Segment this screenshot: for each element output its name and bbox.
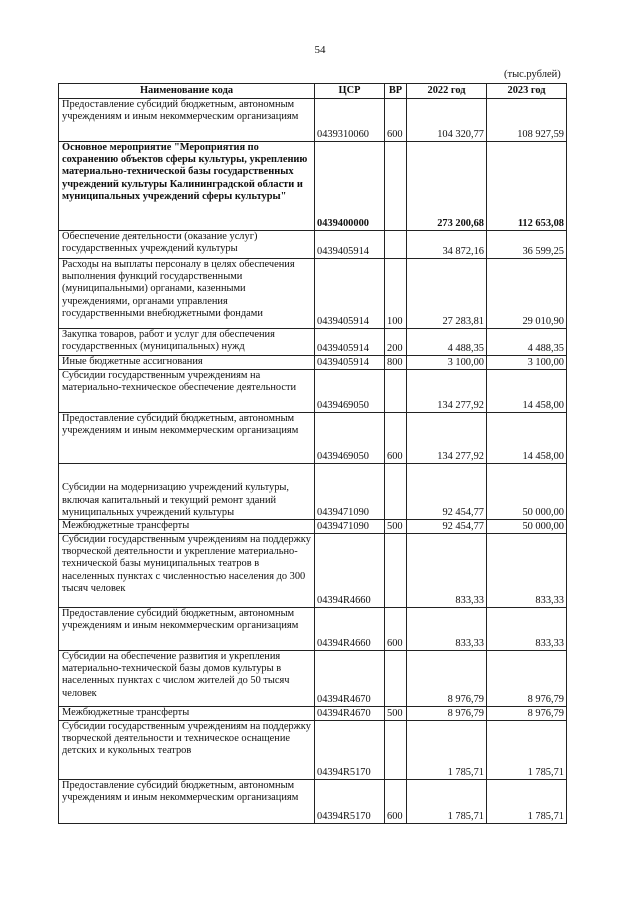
row-2022: 8 976,79 — [407, 651, 487, 707]
header-2023: 2023 год — [487, 84, 567, 99]
row-name: Субсидии государственным учреждениям на поддержку творческой деятельности и укрепление материально-технической базы муниципальных театров в населенных пунктах с численностью населения до 300 тысяч человек — [59, 534, 315, 608]
row-csr: 0439469050 — [315, 413, 385, 464]
row-2023: 4 488,35 — [487, 329, 567, 356]
row-name: Межбюджетные трансферты — [59, 520, 315, 534]
row-2022: 4 488,35 — [407, 329, 487, 356]
row-name: Иные бюджетные ассигнования — [59, 356, 315, 370]
table-row — [59, 780, 567, 824]
table-row — [59, 721, 567, 780]
row-2022: 833,33 — [407, 534, 487, 608]
row-2023: 8 976,79 — [487, 651, 567, 707]
row-csr: 04394R4660 — [315, 534, 385, 608]
row-csr: 0439405914 — [315, 231, 385, 259]
row-name: Предоставление субсидий бюджетным, автономным учреждениям и иным некоммерческим организациям — [59, 99, 315, 142]
row-csr: 0439310060 — [315, 99, 385, 142]
table-row — [59, 356, 567, 370]
row-name: Предоставление субсидий бюджетным, автономным учреждениям и иным некоммерческим организациям — [59, 780, 315, 824]
row-2023: 14 458,00 — [487, 370, 567, 413]
budget-table — [58, 83, 567, 824]
row-2022: 134 277,92 — [407, 413, 487, 464]
row-csr: 0439469050 — [315, 370, 385, 413]
row-2023: 108 927,59 — [487, 99, 567, 142]
row-2022: 3 100,00 — [407, 356, 487, 370]
row-name: Субсидии на обеспечение развития и укрепления материально-технической базы домов культуры в населенных пунктах с числом жителей до 50 тысяч человек — [59, 651, 315, 707]
row-csr: 0439405914 — [315, 259, 385, 329]
row-name: Субсидии на модернизацию учреждений культуры, включая капитальный и текущий ремонт зданий муниципальных учреждений культуры — [59, 464, 315, 520]
row-name: Субсидии государственным учреждениям на поддержку творческой деятельности и техническое оснащение детских и кукольных театров — [59, 721, 315, 780]
row-csr: 0439400000 — [315, 142, 385, 231]
row-2022: 92 454,77 — [407, 464, 487, 520]
row-2023: 50 000,00 — [487, 520, 567, 534]
row-2023: 1 785,71 — [487, 721, 567, 780]
row-vr: 600 — [385, 99, 407, 142]
table-row — [59, 413, 567, 464]
row-2022: 104 320,77 — [407, 99, 487, 142]
row-2023: 833,33 — [487, 534, 567, 608]
row-vr — [385, 721, 407, 780]
header-2022: 2022 год — [407, 84, 487, 99]
table-row — [59, 651, 567, 707]
page-number: 54 — [314, 44, 326, 56]
table-row — [59, 329, 567, 356]
row-vr: 100 — [385, 259, 407, 329]
row-2023: 1 785,71 — [487, 780, 567, 824]
row-name: Межбюджетные трансферты — [59, 707, 315, 721]
table-row — [59, 99, 567, 142]
row-2023: 833,33 — [487, 608, 567, 651]
header-name: Наименование кода — [59, 84, 315, 99]
row-vr — [385, 534, 407, 608]
table-row — [59, 259, 567, 329]
row-2023: 3 100,00 — [487, 356, 567, 370]
row-csr: 04394R4660 — [315, 608, 385, 651]
row-csr: 0439405914 — [315, 356, 385, 370]
row-2023: 36 599,25 — [487, 231, 567, 259]
table-row — [59, 370, 567, 413]
row-2023: 8 976,79 — [487, 707, 567, 721]
row-name: Основное мероприятие "Мероприятия по сохранению объектов сферы культуры, укреплению материально-технической базы государственных учреждений культуры Калининградской области и муниципальных учреждений сферы культуры" — [59, 142, 315, 231]
table-row — [59, 608, 567, 651]
table-row — [59, 231, 567, 259]
row-2022: 27 283,81 — [407, 259, 487, 329]
row-csr: 04394R5170 — [315, 780, 385, 824]
row-2022: 1 785,71 — [407, 780, 487, 824]
row-2022: 34 872,16 — [407, 231, 487, 259]
row-name: Расходы на выплаты персоналу в целях обеспечения выполнения функций государственными (муниципальными) органами, казенными учреждениями, органами управления государственными внебюджетными фондами — [59, 259, 315, 329]
row-name: Закупка товаров, работ и услуг для обеспечения государственных (муниципальных) нужд — [59, 329, 315, 356]
row-2023: 50 000,00 — [487, 464, 567, 520]
row-vr — [385, 231, 407, 259]
header-vr: ВР — [385, 84, 407, 99]
row-csr: 04394R5170 — [315, 721, 385, 780]
table-header-row — [59, 84, 567, 99]
row-2022: 8 976,79 — [407, 707, 487, 721]
row-csr: 04394R4670 — [315, 651, 385, 707]
row-vr: 200 — [385, 329, 407, 356]
row-vr — [385, 142, 407, 231]
row-vr: 800 — [385, 356, 407, 370]
table-row — [59, 142, 567, 231]
row-vr: 500 — [385, 707, 407, 721]
row-2022: 1 785,71 — [407, 721, 487, 780]
row-vr: 600 — [385, 608, 407, 651]
header-csr: ЦСР — [315, 84, 385, 99]
table-row — [59, 520, 567, 534]
row-csr: 0439471090 — [315, 520, 385, 534]
row-name: Обеспечение деятельности (оказание услуг) государственных учреждений культуры — [59, 231, 315, 259]
row-vr — [385, 370, 407, 413]
row-vr — [385, 464, 407, 520]
row-name: Предоставление субсидий бюджетным, автономным учреждениям и иным некоммерческим организациям — [59, 608, 315, 651]
table-row — [59, 464, 567, 520]
row-2023: 112 653,08 — [487, 142, 567, 231]
table-row — [59, 534, 567, 608]
row-vr: 600 — [385, 780, 407, 824]
row-2022: 92 454,77 — [407, 520, 487, 534]
row-csr: 0439471090 — [315, 464, 385, 520]
row-2022: 134 277,92 — [407, 370, 487, 413]
row-csr: 0439405914 — [315, 329, 385, 356]
row-name: Субсидии государственным учреждениям на материально-техническое обеспечение деятельности — [59, 370, 315, 413]
units-label: (тыс.рублей) — [504, 69, 561, 80]
row-2023: 14 458,00 — [487, 413, 567, 464]
row-name: Предоставление субсидий бюджетным, автономным учреждениям и иным некоммерческим организациям — [59, 413, 315, 464]
row-2022: 273 200,68 — [407, 142, 487, 231]
row-vr: 600 — [385, 413, 407, 464]
row-2023: 29 010,90 — [487, 259, 567, 329]
table-row — [59, 707, 567, 721]
row-csr: 04394R4670 — [315, 707, 385, 721]
row-vr: 500 — [385, 520, 407, 534]
row-vr — [385, 651, 407, 707]
row-2022: 833,33 — [407, 608, 487, 651]
